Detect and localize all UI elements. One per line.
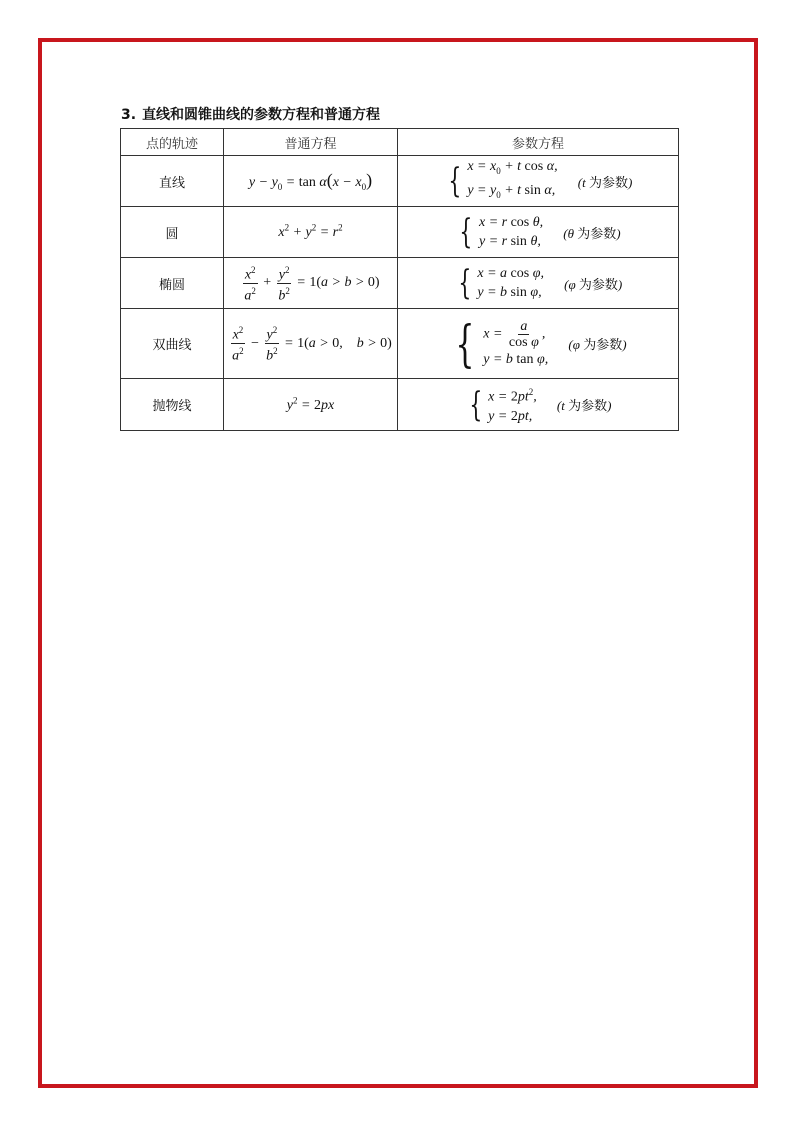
parameter-note: (t 为参数) [556, 398, 612, 414]
general-equation: $y^2 = 2px$ [224, 379, 398, 431]
general-equation: $y - y_0 = \tan \alpha(x - x_0)$ [224, 156, 398, 207]
section-title: 直线和圆锥曲线的参数方程和普通方程 [142, 107, 381, 123]
header-parametric-equation: 参数方程 [398, 129, 679, 156]
equations-table [120, 128, 679, 431]
general-equation: $\frac{x^2}{a^2}$ + $\frac{y^2}{b^2}$ = 1(a > b > 0) [224, 258, 398, 309]
header-general-equation: 普通方程 [224, 129, 398, 156]
table-header-row [121, 129, 679, 156]
row-name: 椭圆 [121, 258, 224, 309]
row-name: 抛物线 [121, 379, 224, 431]
parametric-equation: { $x = x_0 + t$ cos α, $y = y_0 + t$ sin α, (t 为参数) [398, 156, 679, 207]
parametric-equation: { x = r cos θ, y = r sin θ, (θ 为参数) [398, 207, 679, 258]
section-heading [121, 104, 380, 124]
row-name: 双曲线 [121, 309, 224, 379]
section-number: 3. [121, 107, 137, 123]
parameter-note: (φ 为参数) [564, 276, 623, 293]
table-row [121, 309, 679, 379]
parameter-note: (φ 为参数) [568, 337, 627, 353]
parametric-equation: { x = a cos φ, y = b sin φ, (φ 为参数) [398, 258, 679, 309]
parametric-equation: { x = $\frac{a}{\text{cos φ}}$ , y = b tan φ, (φ 为参数) [398, 309, 679, 379]
general-equation: $\frac{x^2}{a^2}$ − $\frac{y^2}{b^2}$ = 1(a > 0, b > 0) [224, 309, 398, 379]
table-row [121, 156, 679, 207]
table-row [121, 258, 679, 309]
parameter-note: (θ 为参数) [563, 225, 621, 242]
row-name: 直线 [121, 156, 224, 207]
row-name: 圆 [121, 207, 224, 258]
table-row [121, 207, 679, 258]
parametric-equation: { $x = 2pt^2$, y = 2pt, (t 为参数) [398, 379, 679, 431]
parameter-note: (t 为参数) [577, 174, 633, 191]
general-equation: $x^2 + y^2 = r^2$ [224, 207, 398, 258]
table-row [121, 379, 679, 431]
header-locus: 点的轨迹 [121, 129, 224, 156]
